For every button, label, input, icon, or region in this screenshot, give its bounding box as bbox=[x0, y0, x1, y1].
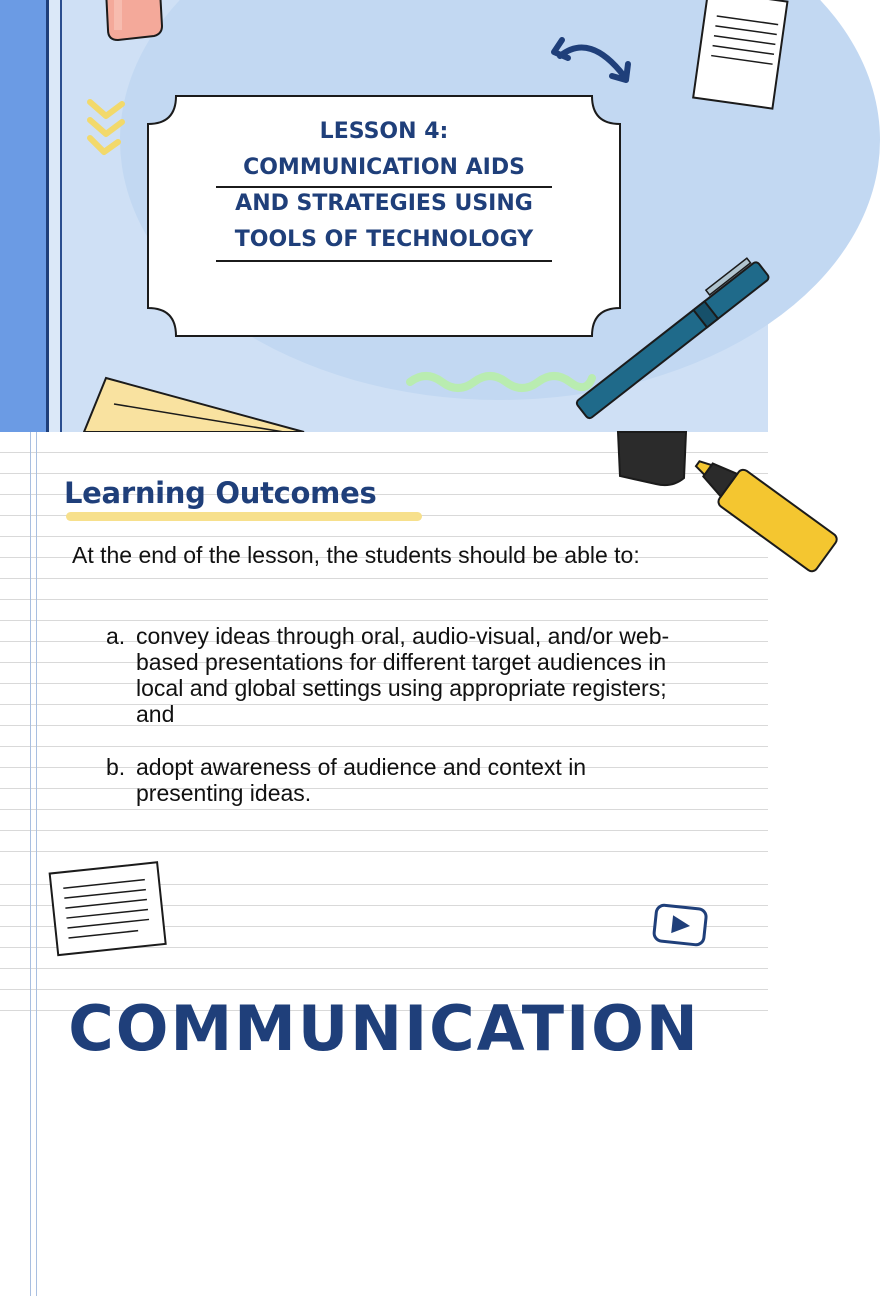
margin-line bbox=[30, 432, 31, 864]
title-line: LESSON 4: bbox=[319, 119, 449, 144]
section-heading: Learning Outcomes bbox=[64, 476, 377, 510]
heading-highlight bbox=[66, 512, 422, 521]
notebook-binding bbox=[0, 0, 46, 432]
title-slide bbox=[0, 0, 768, 432]
learning-outcomes-slide bbox=[0, 432, 768, 864]
binding-edge-inner bbox=[60, 0, 62, 432]
margin-line bbox=[30, 864, 31, 1296]
curved-arrow-icon bbox=[550, 30, 636, 90]
title-rule bbox=[216, 260, 552, 262]
title-line: AND STRATEGIES USING bbox=[235, 191, 533, 216]
squiggle-icon bbox=[404, 368, 596, 398]
sticky-paper-icon bbox=[84, 372, 304, 432]
binding-strip bbox=[49, 0, 60, 432]
outcome-item bbox=[106, 754, 676, 806]
outcome-text: convey ideas through oral, audio-visual, and/or web-based presentations for different target audiences in local and global settings using appropriate registers; and bbox=[136, 623, 670, 727]
outcome-item bbox=[106, 623, 676, 727]
notes-paper-icon bbox=[40, 864, 170, 960]
outcome-marker: a. bbox=[106, 623, 126, 649]
chevrons-icon bbox=[84, 98, 128, 166]
title-line: TOOLS OF TECHNOLOGY bbox=[234, 227, 534, 252]
intro-text: At the end of the lesson, the students should be able to: bbox=[72, 542, 640, 568]
title-card bbox=[146, 94, 622, 338]
margin-line bbox=[36, 432, 37, 864]
slide-title: COMMUNICATION bbox=[68, 992, 700, 1065]
margin-line bbox=[36, 864, 37, 1296]
outcome-text: adopt awareness of audience and context in presenting ideas. bbox=[136, 754, 587, 806]
title-line: COMMUNICATION AIDS bbox=[243, 155, 525, 180]
communication-slide bbox=[0, 864, 768, 1065]
play-button-icon bbox=[650, 902, 710, 950]
outcome-marker: b. bbox=[106, 754, 126, 780]
paper-note-icon bbox=[684, 0, 774, 114]
eraser-icon bbox=[100, 0, 170, 48]
title-rule bbox=[216, 186, 552, 188]
